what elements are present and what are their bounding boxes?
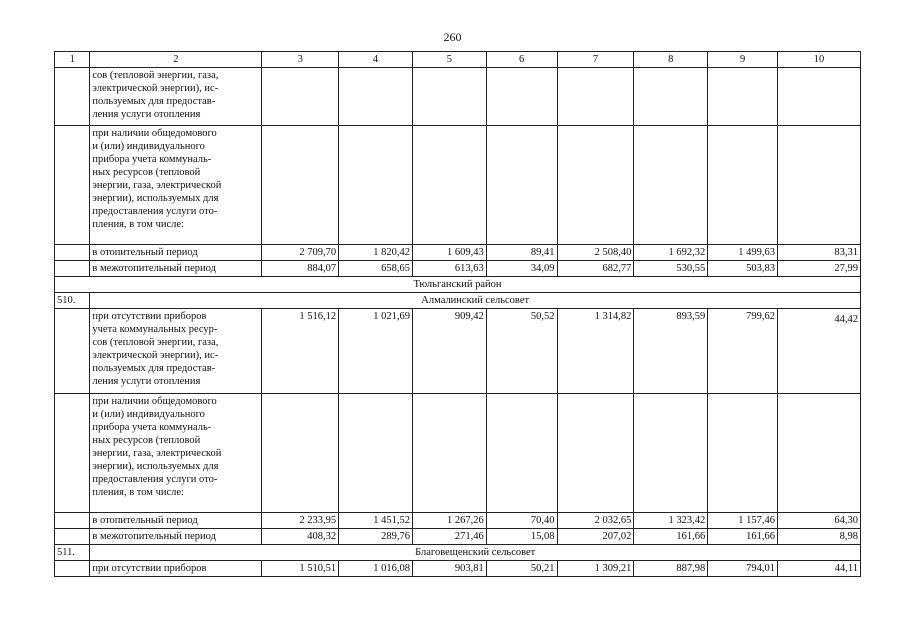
value-cell: 893,59 xyxy=(634,309,708,394)
value-cell: 794,01 xyxy=(708,561,778,577)
district-heading: Тюльганский район xyxy=(55,277,861,293)
header-cell: 5 xyxy=(412,52,486,68)
value-cell: 884,07 xyxy=(262,261,339,277)
value-cell: 503,83 xyxy=(708,261,778,277)
table-row xyxy=(55,126,861,245)
value-cell: 658,65 xyxy=(339,261,413,277)
header-cell: 6 xyxy=(486,52,557,68)
table-row xyxy=(55,245,861,261)
row-description: при наличии общедомового и (или) индивидуального прибора учета коммуналь- ных ресурсов (тепловой энергии, газа, электрической энергии), используемых для предоставления услуги ото- пления, в том числе: xyxy=(90,394,262,513)
value-cell: 613,63 xyxy=(412,261,486,277)
value-cell: 50,21 xyxy=(486,561,557,577)
row-label: в межотопительный период xyxy=(90,261,262,277)
value-cell: 70,40 xyxy=(486,513,557,529)
value-cell: 1 510,51 xyxy=(262,561,339,577)
value-cell: 2 508,40 xyxy=(557,245,634,261)
value-cell: 887,98 xyxy=(634,561,708,577)
header-cell: 9 xyxy=(708,52,778,68)
value-cell: 1 820,42 xyxy=(339,245,413,261)
table-row xyxy=(55,68,861,126)
value-cell: 1 016,08 xyxy=(339,561,413,577)
row-label: в отопительный период xyxy=(90,245,262,261)
value-cell: 44,42 xyxy=(777,309,860,394)
header-cell: 8 xyxy=(634,52,708,68)
table-row xyxy=(55,529,861,545)
header-row xyxy=(55,52,861,68)
row-index: 511. xyxy=(55,545,90,561)
value-cell: 1 516,12 xyxy=(262,309,339,394)
value-cell: 2 032,65 xyxy=(557,513,634,529)
council-heading: Благовещенский сельсовет xyxy=(90,545,861,561)
value-cell: 8,98 xyxy=(777,529,860,545)
row-index: 510. xyxy=(55,293,90,309)
value-cell: 909,42 xyxy=(412,309,486,394)
value-cell: 34,09 xyxy=(486,261,557,277)
value-cell: 27,99 xyxy=(777,261,860,277)
table-row xyxy=(55,309,861,394)
header-cell: 10 xyxy=(777,52,860,68)
table-row xyxy=(55,261,861,277)
value-cell: 2 233,95 xyxy=(262,513,339,529)
value-cell: 1 314,82 xyxy=(557,309,634,394)
value-cell: 1 499,63 xyxy=(708,245,778,261)
header-cell: 7 xyxy=(557,52,634,68)
value-cell: 1 609,43 xyxy=(412,245,486,261)
tariff-table xyxy=(54,51,861,577)
council-row xyxy=(55,293,861,309)
value-cell: 682,77 xyxy=(557,261,634,277)
row-description: при отсутствии приборов xyxy=(90,561,262,577)
council-row xyxy=(55,545,861,561)
table-row xyxy=(55,394,861,513)
header-cell: 2 xyxy=(90,52,262,68)
value-cell: 44,11 xyxy=(777,561,860,577)
value-cell: 1 157,46 xyxy=(708,513,778,529)
value-cell: 271,46 xyxy=(412,529,486,545)
value-cell: 799,62 xyxy=(708,309,778,394)
row-description: при отсутствии приборов учета коммунальных ресур- сов (тепловой энергии, газа, электрической энергии), ис- пользуемых для предостав- ления услуги отопления xyxy=(90,309,262,394)
value-cell: 408,32 xyxy=(262,529,339,545)
value-cell: 289,76 xyxy=(339,529,413,545)
value-cell: 1 309,21 xyxy=(557,561,634,577)
row-description: сов (тепловой энергии, газа, электрической энергии), ис- пользуемых для предостав- ления услуги отопления xyxy=(90,68,262,126)
page-number: 260 xyxy=(443,30,462,44)
value-cell: 2 709,70 xyxy=(262,245,339,261)
value-cell: 903,81 xyxy=(412,561,486,577)
header-cell: 4 xyxy=(339,52,413,68)
row-description: при наличии общедомового и (или) индивидуального прибора учета коммуналь- ных ресурсов (тепловой энергии, газа, электрической энергии), используемых для предоставления услуги ото- пления, в том числе: xyxy=(90,126,262,245)
value-cell: 64,30 xyxy=(777,513,860,529)
value-cell: 1 021,69 xyxy=(339,309,413,394)
value-cell: 1 451,52 xyxy=(339,513,413,529)
value-cell: 1 267,26 xyxy=(412,513,486,529)
district-row xyxy=(55,277,861,293)
table-row xyxy=(55,561,861,577)
header-cell: 3 xyxy=(262,52,339,68)
value-cell: 161,66 xyxy=(634,529,708,545)
value-cell: 83,31 xyxy=(777,245,860,261)
table-row xyxy=(55,513,861,529)
value-cell: 530,55 xyxy=(634,261,708,277)
value-cell: 15,08 xyxy=(486,529,557,545)
value-cell: 1 323,42 xyxy=(634,513,708,529)
row-label: в межотопительный период xyxy=(90,529,262,545)
row-label: в отопительный период xyxy=(90,513,262,529)
value-cell: 161,66 xyxy=(708,529,778,545)
value-cell: 50,52 xyxy=(486,309,557,394)
value-cell: 89,41 xyxy=(486,245,557,261)
council-heading: Алмалинский сельсовет xyxy=(90,293,861,309)
value-cell: 207,02 xyxy=(557,529,634,545)
value-cell: 1 692,32 xyxy=(634,245,708,261)
header-cell: 1 xyxy=(55,52,90,68)
